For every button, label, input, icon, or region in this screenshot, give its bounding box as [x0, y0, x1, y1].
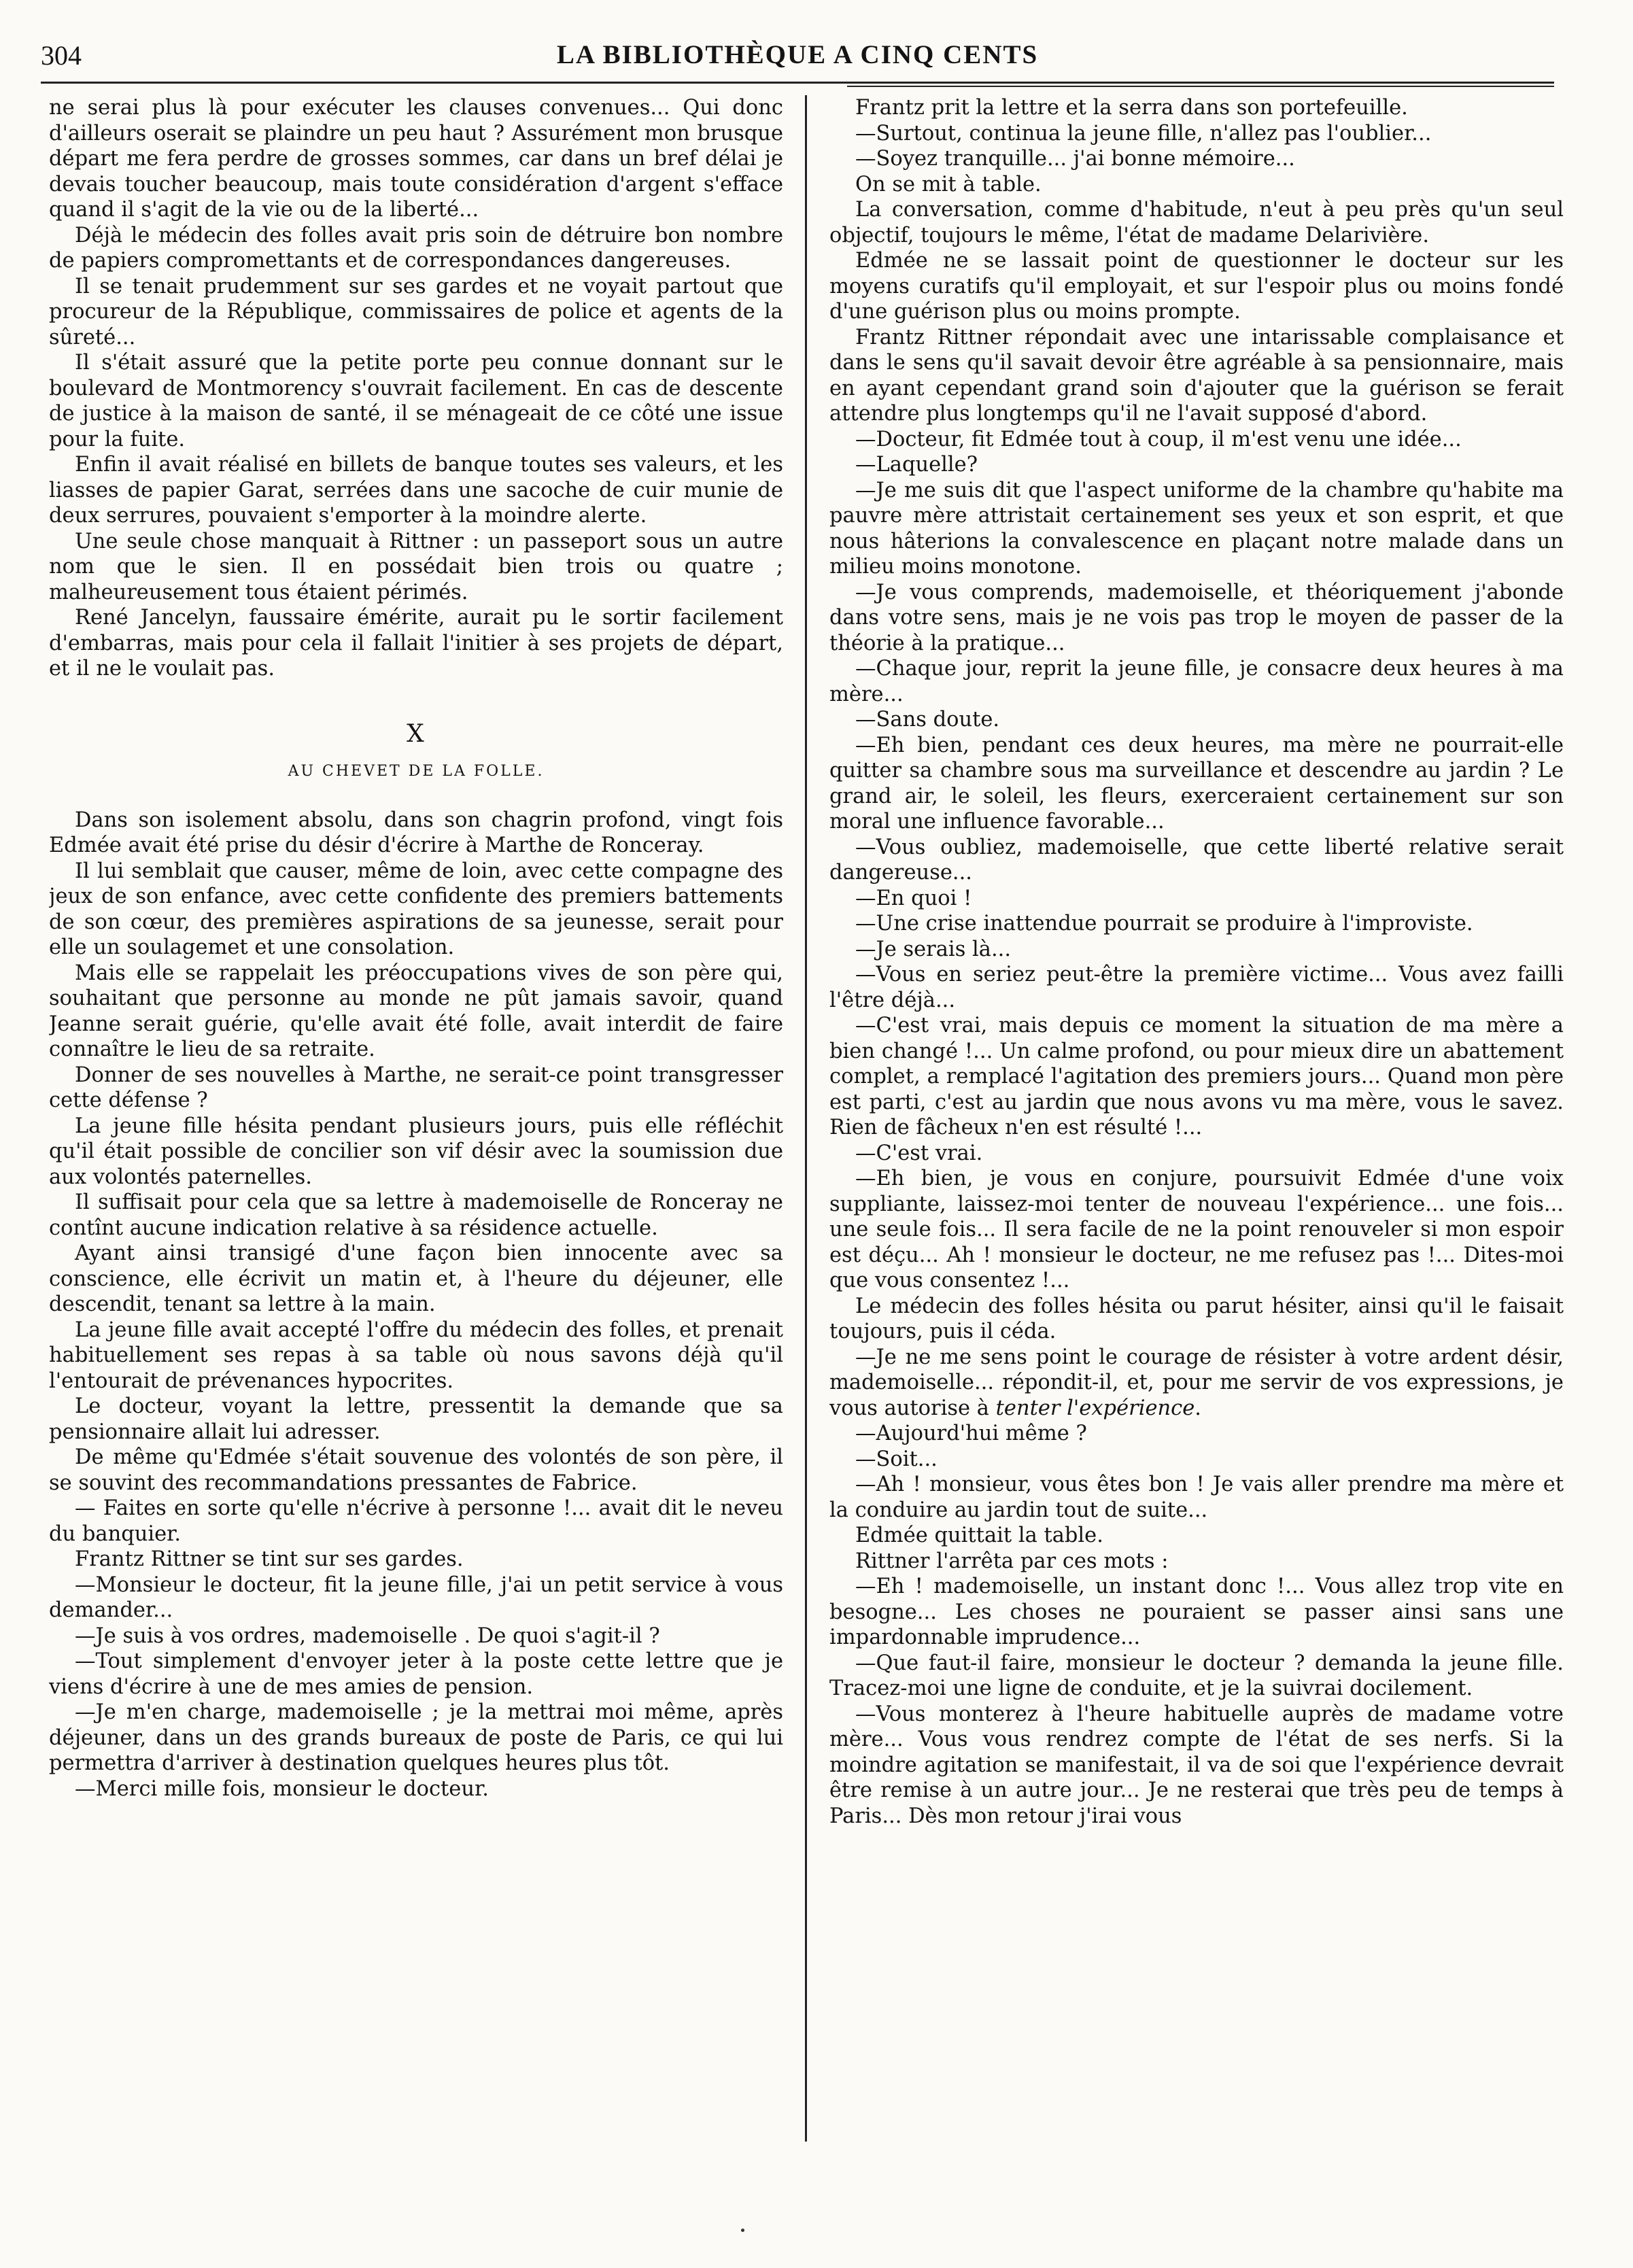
paragraph: —Une crise inattendue pourrait se produire à l'improviste.	[855, 912, 1473, 935]
header-rule-secondary	[847, 86, 1554, 87]
header-rule	[41, 82, 1554, 84]
paragraph: —Monsieur le docteur, fit la jeune fille, j'ai un petit service à vous demander...	[49, 1573, 783, 1622]
page-number: 304	[41, 40, 82, 71]
paragraph: Dans son isolement absolu, dans son chagrin profond, vingt fois Edmée avait été prise du désir d'écrire à Marthe de Ronceray.	[49, 808, 783, 857]
paragraph: —C'est vrai, mais depuis ce moment la situation de ma mère a bien changé !... Un calme profond, ou pour mieux dire un abattement complet, a remplacé l'agitation des premiers jours... Quand mon père est parti, c'est au jardin que nous avons vu ma mère, vous le savez. Rien de fâcheux n'en est résulté !...	[829, 1014, 1564, 1139]
paragraph: —Je m'en charge, mademoiselle ; je la mettrai moi même, après déjeuner, dans un des grands bureaux de poste de Paris, ce qui lui permettra d'arriver à destination quelques heures plus tôt.	[49, 1700, 783, 1775]
paragraph: Le médecin des folles hésita ou parut hésiter, ainsi qu'il le faisait toujours, puis il céda.	[829, 1294, 1564, 1343]
paragraph: Il s'était assuré que la petite porte peu connue donnant sur le boulevard de Montmorency s'ouvrait facilement. En cas de descente de justice à la maison de santé, il se ménageait de ce côté une issue pour la fuite.	[49, 351, 783, 451]
left-column-paragraphs	[49, 95, 783, 682]
right-column-paragraphs-b	[829, 1421, 1564, 1829]
print-speck	[741, 2229, 744, 2232]
chapter-number: X	[407, 719, 426, 748]
paragraph: —Je suis à vos ordres, mademoiselle . De quoi s'agit-il ?	[75, 1623, 660, 1648]
column-divider	[805, 95, 807, 2142]
paragraph: La jeune fille hésita pendant plusieurs jours, puis elle réfléchit qu'il était possible de concilier son vif désir avec la soumission due aux volontés paternelles.	[49, 1114, 783, 1189]
right-column-paragraphs-a	[829, 95, 1564, 1345]
paragraph: —Chaque jour, reprit la jeune fille, je consacre deux heures à ma mère...	[829, 657, 1564, 706]
paragraph: Edmée quittait la table.	[855, 1524, 1103, 1547]
paragraph: —Je vous comprends, mademoiselle, et théoriquement j'abonde dans votre sens, mais je ne vois pas trop le moyen de passer de la théorie à la pratique...	[829, 580, 1564, 655]
paragraph: Donner de ses nouvelles à Marthe, ne serait-ce point transgresser cette défense ?	[49, 1063, 783, 1112]
paragraph: Déjà le médecin des folles avait pris soin de détruire bon nombre de papiers compromettants et de correspondances dangereuses.	[49, 223, 783, 273]
paragraph-with-italic	[829, 1345, 1564, 1422]
paragraph: —Merci mille fois, monsieur le docteur.	[75, 1776, 489, 1801]
paragraph: —Laquelle?	[855, 453, 978, 477]
paragraph: —C'est vrai.	[855, 1141, 983, 1165]
right-column	[829, 95, 1564, 2148]
paragraph: Il suffisait pour cela que sa lettre à mademoiselle de Ronceray ne contînt aucune indication relative à sa résidence actuelle.	[49, 1190, 783, 1240]
chapter-paragraphs	[49, 808, 783, 1802]
paragraph: —Eh bien, je vous en conjure, poursuivit Edmée d'une voix suppliante, laissez-moi tenter de nouveau l'expérience... une fois... une seule fois... Il sera facile de ne la point renouveler si mon espoir est déçu... Ah ! monsieur le docteur, ne me refusez pas !... Dites-moi que vous consentez !...	[829, 1167, 1564, 1292]
paragraph: —Ah ! monsieur, vous êtes bon ! Je vais aller prendre ma mère et la conduire au jardin tout de suite...	[829, 1473, 1564, 1522]
paragraph: Il se tenait prudemment sur ses gardes et ne voyait partout que procureur de la République, commissaires de police et agents de la sûreté...	[49, 274, 783, 349]
paragraph: ne serai plus là pour exécuter les clauses convenues... Qui donc d'ailleurs oserait se plaindre un peu haut ? Assurément mon brusque départ me fera perdre de grosses sommes, car dans un bref délai je devais toucher beaucoup, mais toute considération d'argent s'efface quand il s'agit de la vie ou de la liberté...	[49, 96, 783, 222]
paragraph: On se mit à table.	[855, 172, 1042, 196]
paragraph: Une seule chose manquait à Rittner : un passeport sous un autre nom que le sien. Il en possédait bien trois ou quatre ; malheureusement tous étaient périmés.	[49, 529, 783, 604]
paragraph: Rittner l'arrêta par ces mots :	[855, 1549, 1169, 1573]
paragraph: Edmée ne se lassait point de questionner le docteur sur les moyens curatifs qu'il employait, et sur l'espoir plus ou moins fondé d'une guérison plus ou moins prompte.	[829, 249, 1564, 324]
paragraph: Frantz prit la lettre et la serra dans son portefeuille.	[855, 96, 1408, 120]
paragraph: —Je me suis dit que l'aspect uniforme de la chambre qu'habite ma pauvre mère attristait certainement ses yeux et son esprit, et que nous hâterions la convalescence en plaçant notre malade dans un milieu moins monotone.	[829, 478, 1564, 579]
paragraph: —Vous oubliez, mademoiselle, que cette liberté relative serait dangereuse...	[829, 835, 1564, 884]
page-header	[41, 33, 1554, 73]
paragraph: —Soyez tranquille... j'ai bonne mémoire...	[855, 147, 1295, 171]
paragraph: —Soit...	[855, 1447, 938, 1471]
paragraph: Le docteur, voyant la lettre, pressentit la demande que sa pensionnaire allait lui adresser.	[49, 1394, 783, 1444]
paragraph-text: —Je ne me sens point le courage de résister à votre ardent désir, mademoiselle... répondit-il, et, pour me servir de vos expressions, je vous autorise à	[829, 1345, 1564, 1420]
chapter-title: AU CHEVET DE LA FOLLE.	[288, 763, 545, 780]
paragraph: —Surtout, continua la jeune fille, n'allez pas l'oublier...	[855, 121, 1432, 145]
paragraph: Frantz Rittner répondait avec une intarissable complaisance et dans le sens qu'il savait devoir être agréable à sa pensionnaire, mais en ayant cependant grand soin d'ajouter que la guérison se ferait attendre plus longtemps qu'il ne l'avait supposé d'abord.	[829, 325, 1564, 426]
paragraph: —Tout simplement d'envoyer jeter à la poste cette lettre que je viens d'écrire à une de mes amies de pension.	[49, 1649, 783, 1699]
left-column	[49, 95, 783, 2148]
paragraph: —En quoi !	[855, 886, 972, 910]
paragraph: Enfin il avait réalisé en billets de banque toutes ses valeurs, et les liasses de papier Garat, serrées dans une sacoche de cuir munie de deux serrures, pouvaient s'emporter à la moindre alerte.	[49, 453, 783, 528]
paragraph: —Vous monterez à l'heure habituelle auprès de madame votre mère... Vous vous rendrez compte de l'état de ses nerfs. Si la moindre agitation se manifestait, il va de soi que l'expérience devrait être remise à un autre jour... Je ne resterai que très peu de temps à Paris... Dès mon retour j'irai vous	[829, 1702, 1564, 1828]
paragraph: —Docteur, fit Edmée tout à coup, il m'est venu une idée...	[855, 427, 1462, 451]
paragraph: —Eh ! mademoiselle, un instant donc !... Vous allez trop vite en besogne... Les choses ne pouraient se passer ainsi sans une impardonnable imprudence...	[829, 1575, 1564, 1649]
paragraph: Mais elle se rappelait les préoccupations vives de son père qui, souhaitant que personne au monde ne pût jamais savoir, quand Jeanne serait guérie, qu'elle avait été folle, avait interdit de faire connaître le lieu de sa retraite.	[49, 961, 783, 1061]
paragraph: —Vous en seriez peut-être la première victime... Vous avez failli l'être déjà...	[829, 963, 1564, 1012]
paragraph: Frantz Rittner se tint sur ses gardes.	[75, 1547, 464, 1571]
paragraph: — Faites en sorte qu'elle n'écrive à personne !... avait dit le neveu du banquier.	[49, 1496, 783, 1546]
italic-phrase: tenter l'expérience	[995, 1396, 1195, 1420]
paragraph-text-end: .	[1194, 1396, 1201, 1420]
paragraph: —Eh bien, pendant ces deux heures, ma mère ne pourrait-elle quitter sa chambre sous ma surveillance et descendre au jardin ? Le grand air, le soleil, les fleurs, exerceraient certainement sur son moral une influence favorable...	[829, 733, 1564, 834]
paragraph: De même qu'Edmée s'était souvenue des volontés de son père, il se souvint des recommandations pressantes de Fabrice.	[49, 1445, 783, 1495]
paragraph: La jeune fille avait accepté l'offre du médecin des folles, et prenait habituellement ses repas à sa table où nous savons déjà qu'il l'entourait de prévenances hypocrites.	[49, 1318, 783, 1393]
paragraph: La conversation, comme d'habitude, n'eut à peu près qu'un seul objectif, toujours le même, l'état de madame Delarivière.	[829, 198, 1564, 247]
paragraph: René Jancelyn, faussaire émérite, aurait pu le sortir facilement d'embarras, mais pour cela il fallait l'initier à ses projets de départ, et il ne le voulait pas.	[49, 606, 783, 681]
paragraph: —Sans doute.	[855, 708, 1000, 732]
paragraph: —Que faut-il faire, monsieur le docteur ? demanda la jeune fille. Tracez-moi une ligne de conduite, et je la suivrai docilement.	[829, 1651, 1564, 1700]
text-columns	[41, 95, 1564, 2148]
running-title: LA BIBLIOTHÈQUE A CINQ CENTS	[556, 40, 1039, 69]
paragraph: Il lui semblait que causer, même de loin, avec cette compagne des jeux de son enfance, avec cette confidente des premiers battements de son cœur, des premières aspirations de sa jeunesse, serait pour elle un soulagemet et une consolation.	[49, 859, 783, 959]
newspaper-page	[41, 33, 1564, 2235]
paragraph: —Aujourd'hui même ?	[855, 1422, 1087, 1445]
paragraph: —Je serais là...	[855, 937, 1012, 961]
paragraph: Ayant ainsi transigé d'une façon bien innocente avec sa conscience, elle écrivit un matin et, à l'heure du déjeuner, elle descendit, tenant sa lettre à la main.	[49, 1241, 783, 1316]
